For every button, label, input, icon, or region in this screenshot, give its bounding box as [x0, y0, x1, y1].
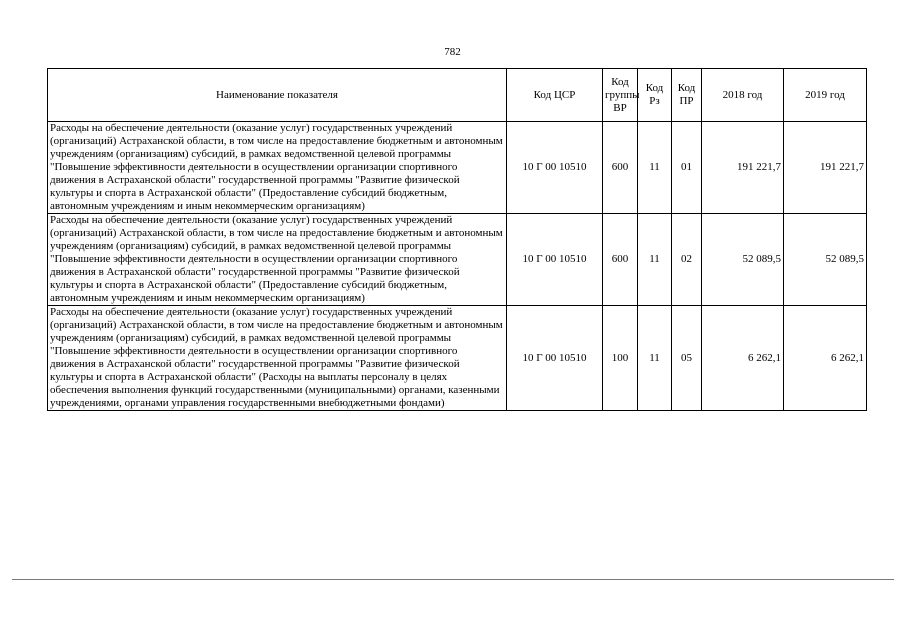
cell-csr: 10 Г 00 10510 [507, 306, 603, 411]
header-pr: Код ПР [672, 69, 702, 122]
table-row [48, 122, 867, 214]
header-name: Наименование показателя [48, 69, 507, 122]
header-rz: Код Рз [638, 69, 672, 122]
cell-vr: 600 [603, 122, 638, 214]
cell-csr: 10 Г 00 10510 [507, 122, 603, 214]
table-header-row [48, 69, 867, 122]
cell-name: Расходы на обеспечение деятельности (оказание услуг) государственных учреждений (организаций) Астраханской области, в том числе на предоставление бюджетным и автономным учреждениям (организациям) субсидий, в рамках ведомственной целевой программы "Повышение эффективности деятельности в осуществлении организации спортивного движения в Астраханской области" государственной программы "Развитие физической культуры и спорта в Астраханской области" (Расходы на выплаты персоналу в целях обеспечения выполнения функций государственными (муниципальными) органами, казенными учреждениями, органами управления государственными внебюджетными фондами) [48, 306, 507, 411]
cell-vr: 100 [603, 306, 638, 411]
table-row [48, 306, 867, 411]
cell-pr: 02 [672, 214, 702, 306]
table-row [48, 214, 867, 306]
cell-name: Расходы на обеспечение деятельности (оказание услуг) государственных учреждений (организаций) Астраханской области, в том числе на предоставление бюджетным и автономным учреждениям (организациям) субсидий, в рамках ведомственной целевой программы "Повышение эффективности деятельности в осуществлении организации спортивного движения в Астраханской области" государственной программы "Развитие физической культуры и спорта в Астраханской области" (Предоставление субсидий бюджетным, автономным учреждениям и иным некоммерческим организациям) [48, 214, 507, 306]
cell-2018: 52 089,5 [702, 214, 784, 306]
cell-rz: 11 [638, 306, 672, 411]
cell-2019: 6 262,1 [784, 306, 867, 411]
budget-table [47, 68, 867, 411]
header-vr: Код группы ВР [603, 69, 638, 122]
cell-2019: 52 089,5 [784, 214, 867, 306]
cell-rz: 11 [638, 214, 672, 306]
cell-2019: 191 221,7 [784, 122, 867, 214]
cell-2018: 6 262,1 [702, 306, 784, 411]
cell-pr: 05 [672, 306, 702, 411]
header-csr: Код ЦСР [507, 69, 603, 122]
header-2018: 2018 год [702, 69, 784, 122]
cell-2018: 191 221,7 [702, 122, 784, 214]
page-bottom-divider [12, 579, 894, 580]
cell-pr: 01 [672, 122, 702, 214]
cell-csr: 10 Г 00 10510 [507, 214, 603, 306]
cell-rz: 11 [638, 122, 672, 214]
header-2019: 2019 год [784, 69, 867, 122]
page-number: 782 [444, 46, 461, 58]
cell-name: Расходы на обеспечение деятельности (оказание услуг) государственных учреждений (организаций) Астраханской области, в том числе на предоставление бюджетным и автономным учреждениям (организациям) субсидий, в рамках ведомственной целевой программы "Повышение эффективности деятельности в осуществлении организации спортивного движения в Астраханской области" государственной программы "Развитие физической культуры и спорта в Астраханской области" (Предоставление субсидий бюджетным, автономным учреждениям и иным некоммерческим организациям) [48, 122, 507, 214]
cell-vr: 600 [603, 214, 638, 306]
